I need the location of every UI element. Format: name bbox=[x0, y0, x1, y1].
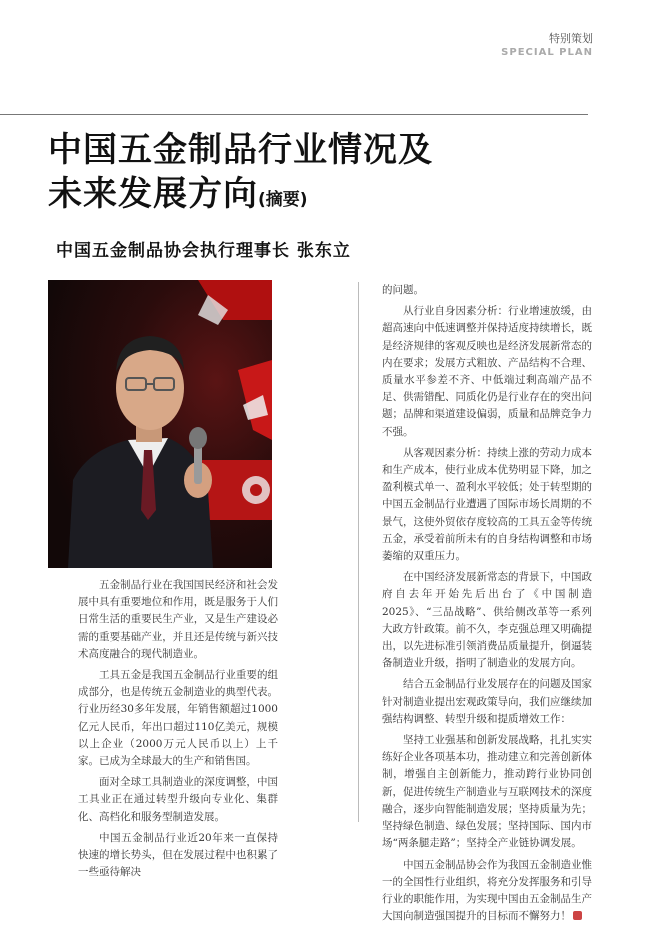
body-paragraph: 中国五金制品行业近20年来一直保持快速的增长势头，但在发展过程中也积累了一些亟待解决 bbox=[78, 831, 278, 879]
body-paragraph: 从行业自身因素分析：行业增速放缓，由超高速向中低速调整并保持适度持续增长，既是经济规律的客观反映也是经济发展新常态的内在要求；发展方式粗放、产品结构不合理、质量水平参差不齐、中低端过剩高端产品不足、供需错配、同质化仍是行业存在的突出问题；品牌和渠道建设偏弱，质量和品牌竞争力不强。 bbox=[382, 305, 592, 438]
section-label-cn: 特别策划 bbox=[549, 32, 593, 45]
left-column bbox=[78, 577, 278, 885]
body-paragraph-final bbox=[382, 857, 592, 926]
byline: 中国五金制品协会执行理事长 张东立 bbox=[56, 241, 351, 261]
title-note: (摘要) bbox=[258, 190, 308, 210]
title-line-1: 中国五金制品行业情况及 bbox=[48, 130, 433, 170]
section-label-en: SPECIAL PLAN bbox=[501, 47, 593, 58]
body-paragraph: 在中国经济发展新常态的背景下，中国政府自去年开始先后出台了《中国制造2025》、“三品战略”、供给侧改革等一系列大政方针政策。前不久，李克强总理又明确提出，以先进标准引领消费品质量提升，倒逼装备制造业升级，指明了制造业的发展方向。 bbox=[382, 571, 592, 670]
right-column bbox=[382, 282, 592, 929]
continued-text: 的问题。 bbox=[382, 284, 424, 296]
end-of-article-icon bbox=[573, 911, 582, 920]
final-paragraph-text: 中国五金制品协会作为我国五金制造业惟一的全国性行业组织，将充分发挥服务和引导行业的职能作用，为实现中国由五金制品生产大国向制造强国提升的目标而不懈努力！ bbox=[382, 858, 592, 923]
title-line-2: 未来发展方向 bbox=[48, 174, 258, 214]
speaker-photo-illustration bbox=[48, 280, 272, 568]
body-paragraph: 工具五金是我国五金制品行业重要的组成部分，也是传统五金制造业的典型代表。行业历经30多年发展，年销售额超过1000亿元人民币，年出口超过110亿美元，规模以上企业（2000万元人民币以上）上千家。已成为全球最大的生产和销售国。 bbox=[78, 669, 278, 768]
column-divider bbox=[358, 282, 359, 822]
body-paragraph: 从客观因素分析：持续上涨的劳动力成本和生产成本，使行业成本优势明显下降，加之盈利模式单一、盈利水平较低；处于转型期的中国五金制品行业遭遇了国际市场长周期的不景气，这使外贸依存度较高的工具五金等传统五金，承受着前所未有的自身结构调整和市场萎缩的双重压力。 bbox=[382, 446, 592, 563]
body-paragraph: 面对全球工具制造业的深度调整，中国工具业正在通过转型升级向专业化、集群化、高档化和服务型制造发展。 bbox=[78, 776, 278, 823]
body-paragraph: 坚持工业强基和创新发展战略，扎扎实实练好企业各项基本功，推动建立和完善创新体制，增强自主创新能力，推动跨行业协同创新，促进传统生产制造业与互联网技术的深度融合，逐步向智能制造发展；坚持质量为先；坚持绿色制造、绿色发展；坚持国际、国内市场“两条腿走路”；坚持全产业链协调发展。 bbox=[382, 734, 592, 850]
header-rule bbox=[0, 114, 588, 115]
speaker-photo bbox=[48, 280, 272, 568]
body-paragraph: 结合五金制品行业发展存在的问题及国家针对制造业提出宏观政策导向，我们应继续加强结构调整、转型升级和提质增效工作： bbox=[382, 678, 592, 725]
article-title bbox=[48, 128, 608, 222]
body-paragraph: 五金制品行业在我国国民经济和社会发展中具有重要地位和作用，既是服务于人们日常生活的重要民生产业，又是生产建设必需的重要基础产业，并且还是传统与新兴技术高度融合的现代制造业。 bbox=[78, 579, 278, 660]
